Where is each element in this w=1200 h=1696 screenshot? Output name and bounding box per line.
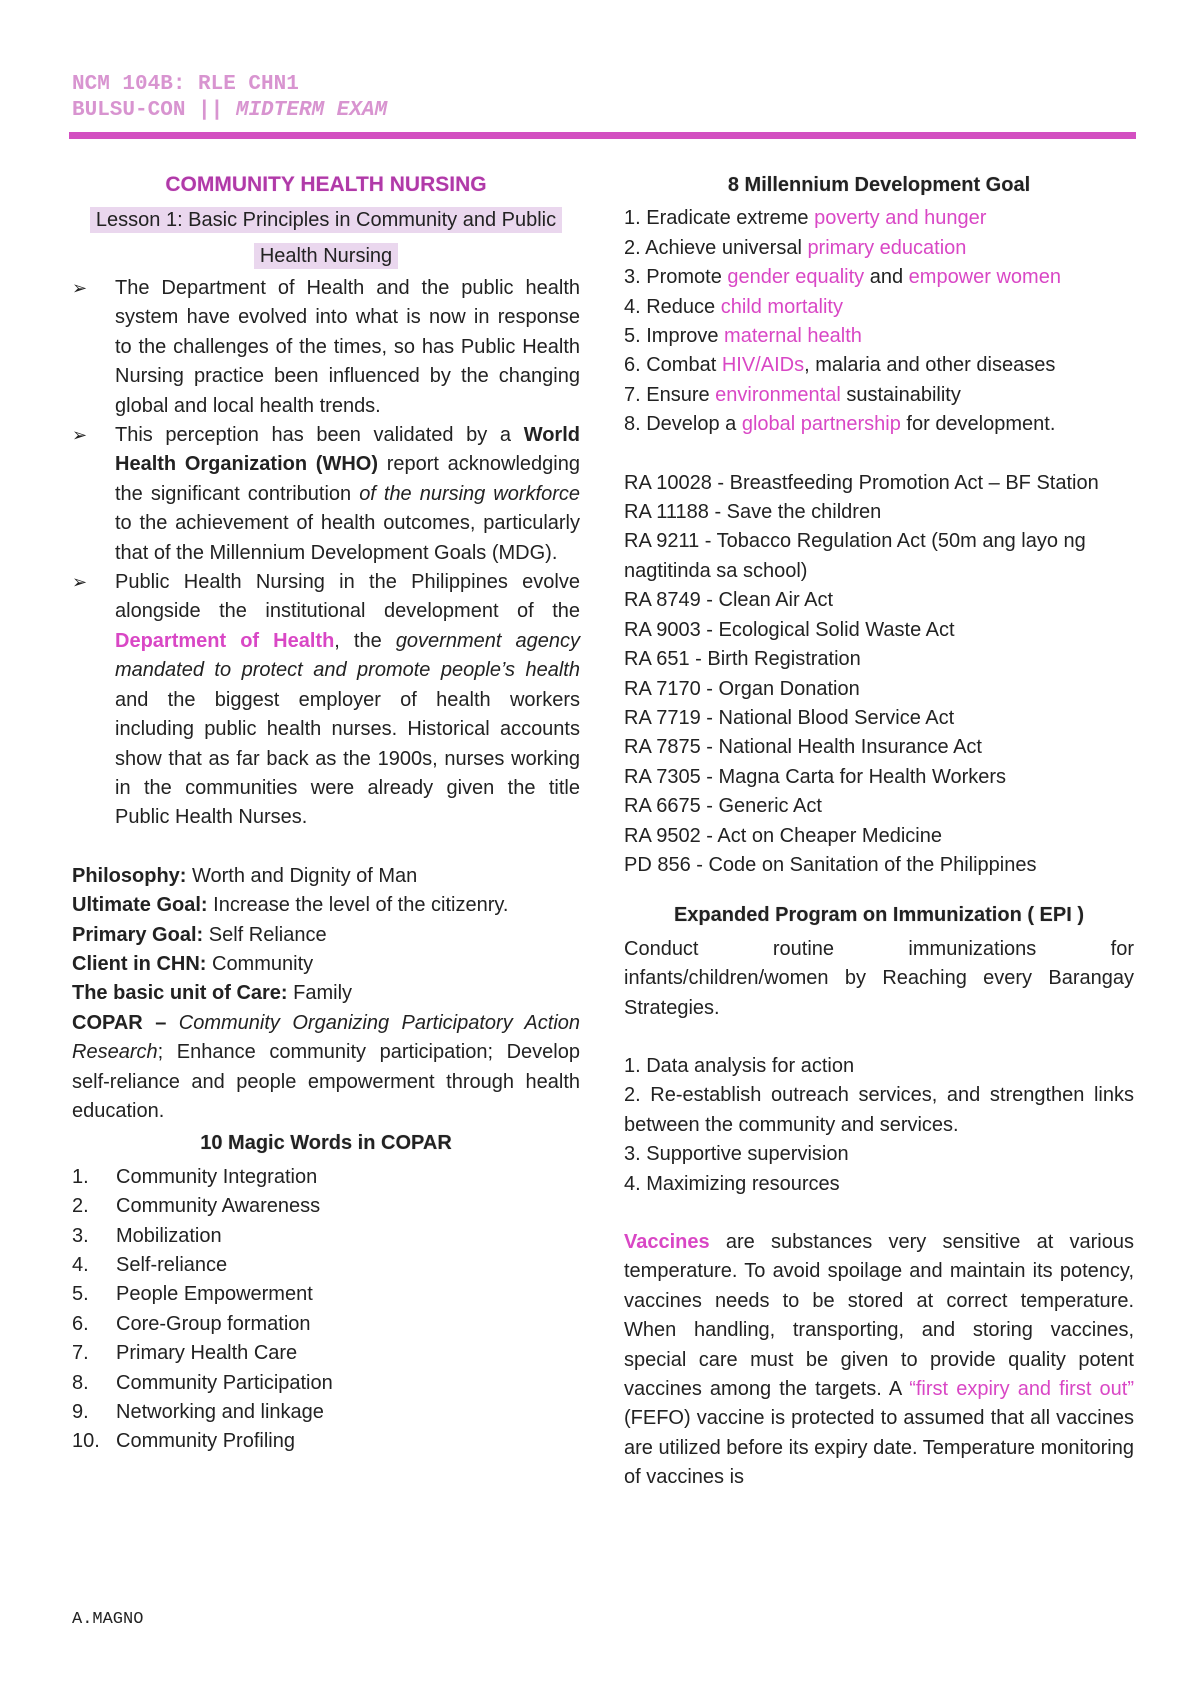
page-title: COMMUNITY HEALTH NURSING [165, 173, 487, 196]
vaccines-paragraph: Vaccines are substances very sensitive at various temperature. To avoid spoilage and maintain its potency, vaccines needs to be stored at correct temperature. When handling, transporting, and storing vaccines, special care must be given to provide quality potent vaccines among the targets. A “first expiry and first out” (FEFO) vaccine is protected to assumed that all vaccines are utilized before its expiry date. Temperature monitoring of vaccines is [624, 1231, 1134, 1489]
list-item: 1. Community Integration [72, 1165, 318, 1188]
exam-label: MIDTERM EXAM [235, 99, 388, 122]
list-item: 5. People Empowerment [72, 1283, 313, 1306]
header-divider [69, 132, 1136, 139]
bullet-item: ➢ The Department of Health and the public health system have evolved into what is now in response to the challenges of the times, so has Public Health Nursing practice been influenced by the changing global and local health trends. [72, 274, 580, 421]
list-item: RA 7170 - Organ Donation [624, 677, 860, 700]
list-item: RA 9211 - Tobacco Regulation Act (50m ang layo ng nagtitinda sa school) [624, 530, 1086, 582]
list-item: 3. Promote gender equality and empower women [624, 266, 1061, 289]
epi-strategies-list [624, 1052, 1134, 1199]
list-item: 3. Mobilization [72, 1224, 222, 1247]
right-column [624, 168, 1134, 1493]
vaccines-highlight: Vaccines [624, 1231, 710, 1253]
list-item: 6. Core-Group formation [72, 1312, 311, 1335]
definition-row: Primary Goal: Self Reliance [72, 923, 327, 946]
list-item: 8. Develop a global partnership for development. [624, 413, 1056, 436]
author-footer: A.MAGNO [72, 1610, 144, 1629]
definition-row: The basic unit of Care: Family [72, 982, 353, 1005]
page-header [72, 72, 387, 124]
who-highlight: World Health Organization (WHO) [115, 424, 580, 476]
school-name: BULSU-CON || [72, 99, 224, 122]
list-item: 7. Primary Health Care [72, 1342, 298, 1365]
list-item: RA 7719 - National Blood Service Act [624, 706, 955, 729]
list-item: 7. Ensure environmental sustainability [624, 383, 961, 406]
lesson-title-line2: Health Nursing [254, 243, 398, 269]
bullet-item: ➢ This perception has been validated by a World Health Organization (WHO) report acknowledging the significant contribution of the nursing workforce to the achievement of health outcomes, particularly that of the Millennium Development Goals (MDG). [72, 421, 580, 568]
list-item: 4. Self-reliance [72, 1254, 228, 1276]
ra-laws-list [624, 469, 1134, 881]
list-item: 4. Maximizing resources [624, 1172, 840, 1195]
list-item: 10. Community Profiling [72, 1430, 295, 1453]
epi-description: Conduct routine immunizations for infants/children/women by Reaching every Barangay Strategies. [624, 937, 1134, 1019]
lesson-title [72, 202, 580, 274]
list-item: 1. Data analysis for action [624, 1054, 855, 1077]
definition-row: Philosophy: Worth and Dignity of Man [72, 864, 418, 887]
list-item: PD 856 - Code on Sanitation of the Philippines [624, 853, 1037, 876]
magic-words-title: 10 Magic Words in COPAR [200, 1132, 452, 1155]
definition-row: Client in CHN: Community [72, 952, 314, 975]
fefo-highlight: “first expiry and first out” [909, 1378, 1134, 1401]
list-item: RA 8749 - Clean Air Act [624, 589, 834, 612]
list-item: RA 7305 - Magna Carta for Health Workers [624, 765, 1007, 788]
definition-row: Ultimate Goal: Increase the level of the citizenry. [72, 894, 509, 917]
list-item: RA 10028 - Breastfeeding Promotion Act – BF Station [624, 471, 1099, 494]
doh-highlight: Department of Health [115, 629, 335, 652]
epi-title: Expanded Program on Immunization ( EPI ) [673, 904, 1085, 927]
list-item: 9. Networking and linkage [72, 1401, 324, 1424]
list-item: RA 6675 - Generic Act [624, 795, 822, 818]
list-item: 2. Achieve universal primary education [624, 236, 967, 259]
list-item: 5. Improve maternal health [624, 325, 862, 348]
left-column [72, 168, 580, 1457]
list-item: RA 11188 - Save the children [624, 501, 882, 524]
lesson-title-line1: Lesson 1: Basic Principles in Community and Public [90, 207, 562, 233]
bullet-item: ➢ Public Health Nursing in the Philippines evolve alongside the institutional development of the Department of Health, the government agency mandated to protect and promote people’s health and the biggest employer of health workers including public health nurses. Historical accounts show that as far back as the 1900s, nurses working in the communities were already given the title Public Health Nurses. [72, 568, 580, 833]
list-item: 8. Community Participation [72, 1371, 333, 1394]
list-item: 2. Community Awareness [72, 1195, 321, 1218]
list-item: 2. Re-establish outreach services, and strengthen links between the community and services. [624, 1084, 1134, 1136]
school-exam-line [72, 98, 387, 124]
mdg-title: 8 Millennium Development Goal [727, 174, 1031, 196]
course-code: NCM 104B: RLE CHN1 [72, 73, 299, 96]
list-item: RA 7875 - National Health Insurance Act [624, 736, 982, 759]
copar-definition: COPAR – Community Organizing Participatory Action Research; Enhance community participation; Develop self-reliance and people empowerment through health education. [72, 1011, 581, 1122]
intro-bullets [72, 274, 580, 833]
list-item: 3. Supportive supervision [624, 1143, 849, 1166]
magic-words-list [72, 1163, 580, 1457]
mdg-list [624, 204, 1134, 439]
list-item: 4. Reduce child mortality [624, 295, 843, 318]
list-item: 1. Eradicate extreme poverty and hunger [624, 207, 987, 230]
list-item: 6. Combat HIV/AIDs, malaria and other diseases [624, 354, 1056, 377]
list-item: RA 9502 - Act on Cheaper Medicine [624, 824, 942, 847]
list-item: RA 9003 - Ecological Solid Waste Act [624, 618, 955, 641]
list-item: RA 651 - Birth Registration [624, 648, 861, 671]
